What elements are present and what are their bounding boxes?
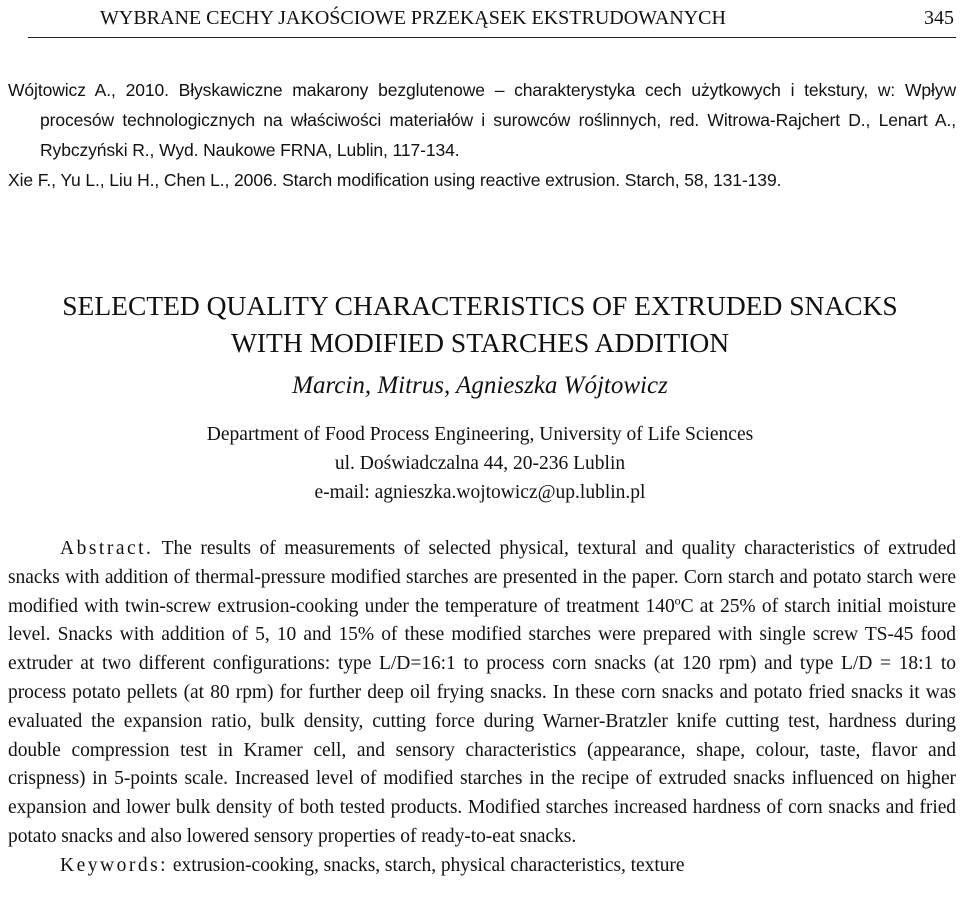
keywords-text: extrusion-cooking, snacks, starch, physical characteristics, texture bbox=[168, 854, 685, 876]
authors: Marcin, Mitrus, Agnieszka Wójtowicz bbox=[292, 372, 668, 399]
abstract-paragraph bbox=[8, 535, 956, 852]
page-number: 345 bbox=[924, 7, 954, 29]
abstract bbox=[8, 535, 956, 881]
paper-title-line: WITH MODIFIED STARCHES ADDITION bbox=[230, 327, 730, 358]
abstract-text: The results of measurements of selected physical, textural and quality characteristics of extruded snacks with addition of thermal-pressure modified starches are presented in the paper. Corn starch and potato starch were modified with twin-screw extrusion-cooking under the temperature of treatment 140 bbox=[8, 538, 956, 617]
abstract-text: C at 25% of starch initial moisture level. Snacks with addition of 5, 10 and 15% of these modified starches were prepared with single screw TS-45 food extruder at two different configurations: type L/D=16:1 to process corn snacks (at 120 rpm) and type L/D = 18:1 to process potato pellets (at 80 rpm) for further deep oil frying snacks. In these corn snacks and potato fried snacks it was evaluated the expansion ratio, bulk density, cutting force during Warner-Bratzler knife cutting test, hardness during double compression test in Kramer cell, and sensory characteristics (appearance, shape, colour, taste, flavor and crispness) in 5-points scale. Increased level of modified starches in the recipe of extruded snacks influenced on higher expansion and lower bulk density of both tested products. Modified starches increased hardness of corn snacks and fried potato snacks and also lowered sensory properties of ready-to-eat snacks. bbox=[8, 595, 956, 847]
running-title: WYBRANE CECHY JAKOŚCIOWE PRZEKĄSEK EKSTRUDOWANYCH bbox=[100, 7, 726, 29]
abstract-label: Abstract. bbox=[60, 538, 154, 559]
reference-item: Xie F., Yu L., Liu H., Chen L., 2006. Starch modification using reactive extrusion. Starch, 58, 131-139. bbox=[8, 170, 782, 190]
affiliation: Department of Food Process Engineering, University of Life Sciences bbox=[206, 424, 754, 445]
degree-superscript: o bbox=[674, 593, 681, 608]
paper-title bbox=[0, 287, 960, 361]
running-header bbox=[28, 3, 956, 33]
email: e-mail: agnieszka.wojtowicz@up.lublin.pl bbox=[314, 482, 646, 503]
affiliation-block bbox=[0, 420, 960, 507]
address: ul. Doświadczalna 44, 20-236 Lublin bbox=[334, 453, 626, 474]
reference-list bbox=[8, 75, 956, 195]
keywords-line bbox=[8, 852, 956, 881]
header-rule bbox=[28, 37, 956, 38]
reference-item: Wójtowicz A., 2010. Błyskawiczne makarony bezglutenowe – charakterystyka cech użytkowych i tekstury, w: Wpływ procesów technologicznych na właściwości materiałów i surowców roślinnych, red. Witrowa-Rajchert D., Lenart A., Rybczyński R., Wyd. Naukowe FRNA, Lublin, 117-134. bbox=[8, 80, 956, 160]
keywords-label: Keywords: bbox=[60, 854, 169, 876]
paper-title-line: SELECTED QUALITY CHARACTERISTICS OF EXTRUDED SNACKS bbox=[62, 290, 898, 321]
